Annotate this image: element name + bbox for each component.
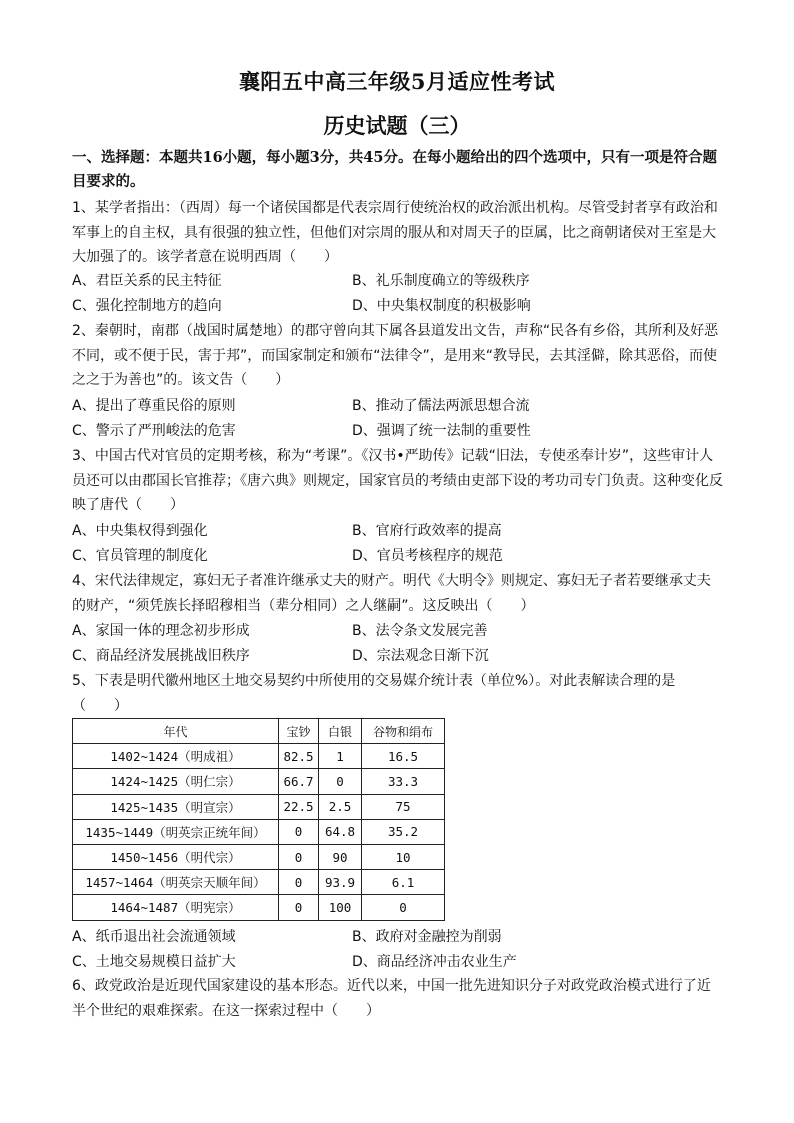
table-header: 谷物和绢布 <box>362 719 445 744</box>
question-6-stem: 6、政党政治是近现代国家建设的基本形态。近代以来，中国一批先进知识分子对政党政治模式进行了近半个世纪的艰难探索。在这一探索过程中（ ） <box>72 978 711 1019</box>
question-2-stem: 2、秦朝时，南郡（战国时属楚地）的郡守曾向其下属各县道发出文告，声称“民各有乡俗，其所利及好恶不同，或不便于民，害于邦”，而国家制定和颁布“法律令”，是用来“教导民，去其淫僻，除其恶俗，而使之之于为善也”的。该文告（ ） <box>72 323 719 388</box>
question-5-options-2 <box>72 951 722 975</box>
table-cell: 1425~1435（明宣宗） <box>73 794 279 819</box>
exam-title: 襄阳五中高三年级5月适应性考试 <box>238 69 556 94</box>
table-header: 年代 <box>73 719 279 744</box>
option-a: A、家国一体的理念初步形成 <box>72 623 250 639</box>
table-cell: 0 <box>362 895 445 920</box>
table-row <box>73 895 445 920</box>
table-cell: 10 <box>362 844 445 869</box>
question-5-stem: 5、下表是明代徽州地区土地交易契约中所使用的交易媒介统计表（单位%）。对此表解读合理的是（ ） <box>72 673 676 714</box>
table-cell: 0 <box>279 819 319 844</box>
question-4-stem: 4、宋代法律规定，寡妇无子者准许继承丈夫的财产。明代《大明令》则规定、寡妇无子者若要继承丈夫的财产，“须凭族长择昭穆相当（辈分相同）之人继嗣”。这反映出（ ） <box>72 573 711 614</box>
question-2-options-2 <box>72 420 722 444</box>
option-a: A、提出了尊重民俗的原则 <box>72 398 236 414</box>
option-c: C、强化控制地方的趋向 <box>72 298 222 314</box>
table-cell: 22.5 <box>279 794 319 819</box>
option-b: B、推动了儒法两派思想合流 <box>352 398 530 414</box>
option-d: D、官员考核程序的规范 <box>352 548 503 564</box>
table-header: 宝钞 <box>279 719 319 744</box>
table-cell: 0 <box>279 870 319 895</box>
table-cell: 33.3 <box>362 769 445 794</box>
question-3-stem: 3、中国古代对官员的定期考核，称为“考课”。《汉书•严助传》记载“旧法，专使丞奉计岁”，这些审计人员还可以由郡国长官推荐；《唐六典》则规定，国家官员的考绩由吏部下设的考功司专门负责。这种变化反映了唐代（ ） <box>72 448 723 513</box>
table-row <box>73 819 445 844</box>
table-cell: 75 <box>362 794 445 819</box>
section-heading: 一、选择题：本题共16小题，每小题3分，共45分。在每小题给出的四个选项中，只有一项是符合题目要求的。 <box>72 149 717 190</box>
table-cell: 66.7 <box>279 769 319 794</box>
table-cell: 64.8 <box>319 819 362 844</box>
table-cell: 1450~1456（明代宗） <box>73 844 279 869</box>
table-header: 白银 <box>319 719 362 744</box>
exam-subtitle: 历史试题（三） <box>323 113 471 138</box>
table-row <box>73 844 445 869</box>
table-cell: 82.5 <box>279 744 319 769</box>
table-cell: 1 <box>319 744 362 769</box>
option-b: B、法令条文发展完善 <box>352 623 488 639</box>
table-cell: 1402~1424（明成祖） <box>73 744 279 769</box>
table-cell: 35.2 <box>362 819 445 844</box>
option-d: D、商品经济冲击农业生产 <box>352 954 517 970</box>
table-cell: 93.9 <box>319 870 362 895</box>
option-a: A、君臣关系的民主特征 <box>72 273 222 289</box>
question-3-options-2 <box>72 545 722 569</box>
option-b: B、礼乐制度确立的等级秩序 <box>352 273 530 289</box>
option-a: A、中央集权得到强化 <box>72 523 208 539</box>
option-a: A、纸币退出社会流通领域 <box>72 929 236 945</box>
question-3-options <box>72 520 722 544</box>
question-2-options <box>72 395 722 419</box>
option-c: C、土地交易规模日益扩大 <box>72 954 236 970</box>
table-cell: 6.1 <box>362 870 445 895</box>
table-cell: 2.5 <box>319 794 362 819</box>
table-cell: 0 <box>319 769 362 794</box>
table-row <box>73 794 445 819</box>
table-header-row <box>73 719 445 744</box>
option-d: D、中央集权制度的积极影响 <box>352 298 531 314</box>
table-cell: 0 <box>279 844 319 869</box>
question-1-options <box>72 270 722 294</box>
table-cell: 0 <box>279 895 319 920</box>
option-b: B、官府行政效率的提高 <box>352 523 502 539</box>
question-1-stem: 1、某学者指出：（西周）每一个诸侯国都是代表宗周行使统治权的政治派出机构。尽管受封者享有政治和军事上的自主权，具有很强的独立性，但他们对宗周的服从和对周天子的臣属，比之商朝诸侯对王室是大大加强了的。该学者意在说明西周（ ） <box>72 200 718 265</box>
question-4-options <box>72 620 722 644</box>
table-cell: 1435~1449（明英宗正统年间） <box>73 819 279 844</box>
currency-statistics-table <box>72 718 445 921</box>
table-row <box>73 744 445 769</box>
table-row <box>73 769 445 794</box>
table-cell: 1457~1464（明英宗天顺年间） <box>73 870 279 895</box>
option-c: C、商品经济发展挑战旧秩序 <box>72 648 250 664</box>
table-cell: 1464~1487（明宪宗） <box>73 895 279 920</box>
option-b: B、政府对金融控为削弱 <box>352 929 502 945</box>
table-cell: 100 <box>319 895 362 920</box>
option-d: D、宗法观念日渐下沉 <box>352 648 489 664</box>
question-5-options <box>72 926 722 950</box>
question-4-options-2 <box>72 645 722 669</box>
option-c: C、官员管理的制度化 <box>72 548 208 564</box>
table-cell: 16.5 <box>362 744 445 769</box>
table-cell: 1424~1425（明仁宗） <box>73 769 279 794</box>
option-d: D、强调了统一法制的重要性 <box>352 423 531 439</box>
question-1-options-2 <box>72 295 722 319</box>
option-c: C、警示了严刑峻法的危害 <box>72 423 236 439</box>
table-row <box>73 870 445 895</box>
table-cell: 90 <box>319 844 362 869</box>
